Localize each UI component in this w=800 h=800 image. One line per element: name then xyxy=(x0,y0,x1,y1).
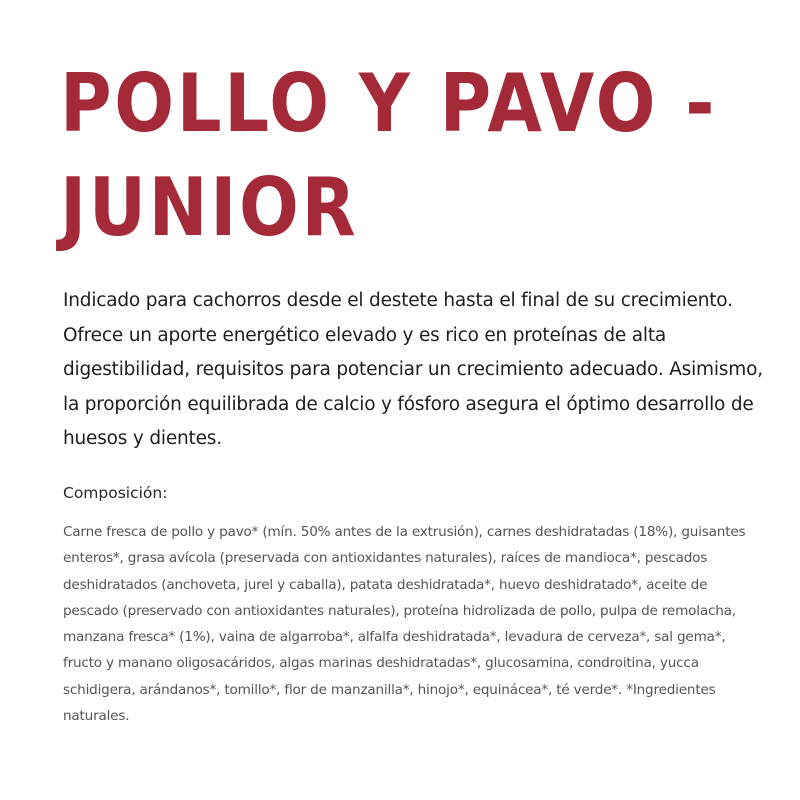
composition-text: Carne fresca de pollo y pavo* (mín. 50% antes de la extrusión), carnes deshidratadas (18%), guisantes enteros*, grasa avícola (preservada con antioxidantes naturales), raíces de mandioca*, pescados deshidratados (anchoveta, jurel y caballa), patata deshidratada*, huevo deshidratado*, aceite de pescado (preservado con antioxidantes naturales), proteína hidrolizada de pollo, pulpa de remolacha, manzana fresca* (1%), vaina de algarroba*, alfalfa deshidratada*, levadura de cerveza*, sal gema*, fructo y manano oligosacáridos, algas marinas deshidratadas*, glucosamina, condroitina, yucca schidigera, arándanos*, tomillo*, flor de manzanilla*, hinojo*, equinácea*, té verde*. *Ingredientes naturales. xyxy=(63,524,746,725)
product-title-line-1: POLLO Y PAVO - xyxy=(60,57,718,150)
product-title-line-2: JUNIOR xyxy=(60,161,359,254)
product-title xyxy=(60,52,718,260)
product-description: Indicado para cachorros desde el destete hasta el final de su crecimiento. Ofrece un aporte energético elevado y es rico en proteínas de alta digestibilidad, requisitos para potenciar un crecimiento adecuado. Asimismo, la proporción equilibrada de calcio y fósforo asegura el óptimo desarrollo de huesos y dientes. xyxy=(63,290,763,449)
composition-heading: Composición: xyxy=(63,484,168,502)
